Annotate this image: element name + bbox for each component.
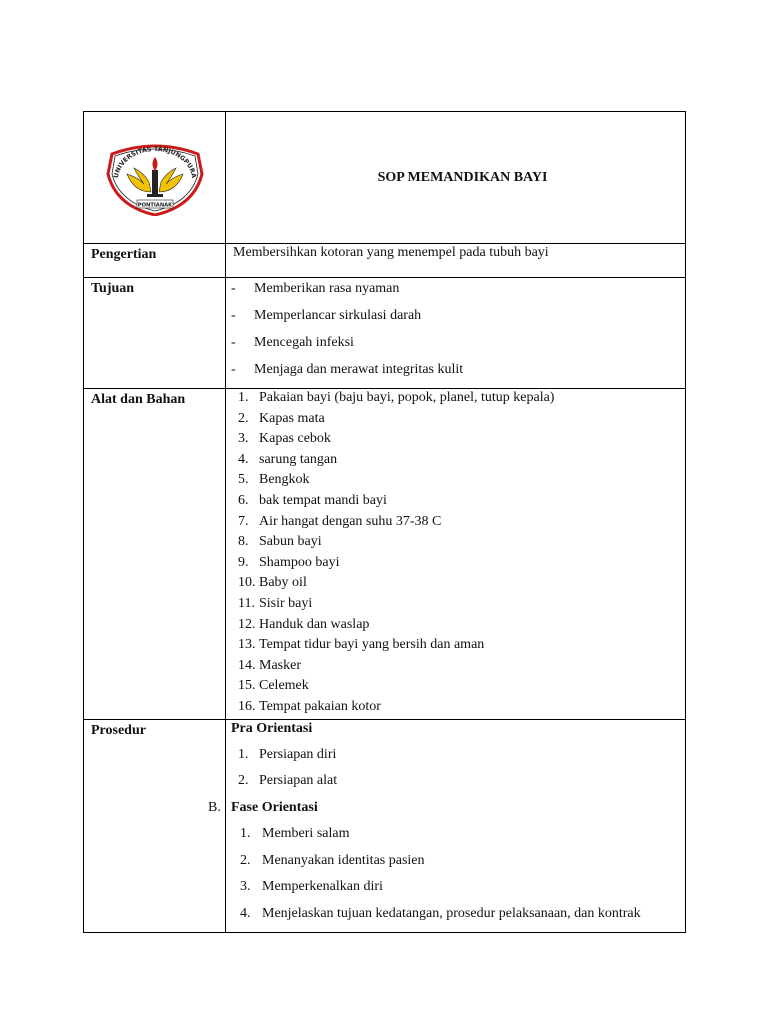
logo-top-text: UNIVERSITAS TANJUNGPURA [112, 145, 197, 179]
document-title: SOP MEMANDIKAN BAYI [226, 112, 686, 244]
list-item [238, 492, 685, 513]
tujuan-row [84, 278, 686, 389]
list-text: Memberikan rasa nyaman [254, 281, 400, 296]
list-number: 12. [238, 616, 256, 632]
list-item [238, 554, 685, 575]
list-number: 9. [238, 554, 249, 570]
list-number: 4. [238, 451, 249, 467]
list-text: Handuk dan waslap [259, 616, 370, 632]
list-item [226, 334, 685, 361]
list-text: Memperlancar sirkulasi darah [254, 308, 422, 323]
list-text: Tempat pakaian kotor [259, 698, 381, 714]
list-item [226, 825, 685, 852]
list-number: 16. [238, 698, 256, 714]
list-text: Persiapan alat [259, 773, 338, 789]
list-text: Pakaian bayi (baju bayi, popok, planel, tutup kepala) [259, 390, 555, 405]
list-text: Air hangat dengan suhu 37-38 C [259, 513, 442, 529]
list-text: Sisir bayi [259, 595, 313, 611]
list-item [226, 307, 685, 334]
list-number: 1. [238, 746, 249, 762]
list-text: Bengkok [259, 472, 310, 488]
sop-table [83, 111, 686, 933]
list-text: Baby oil [259, 575, 307, 591]
list-item [238, 430, 685, 451]
tujuan-list [226, 278, 686, 389]
prosedur-label: Prosedur [84, 719, 226, 932]
alat-label: Alat dan Bahan [84, 389, 226, 720]
section-heading: Pra Orientasi [231, 720, 313, 736]
list-text: sarung tangan [259, 451, 338, 467]
list-number: 13. [238, 637, 256, 653]
list-item [226, 361, 685, 388]
list-item [238, 657, 685, 678]
list-item [226, 280, 685, 307]
list-item [238, 636, 685, 657]
logo-bottom-text: PONTIANAK [137, 201, 172, 208]
list-item [238, 677, 685, 698]
list-text: Menjelaskan tujuan kedatangan, prosedur pelaksanaan, dan kontrak [262, 905, 641, 921]
list-item [238, 595, 685, 616]
section-heading: Fase Orientasi [231, 799, 318, 815]
list-text: Kapas cebok [259, 431, 331, 447]
list-text: Mencegah infeksi [254, 335, 354, 350]
list-item [238, 451, 685, 472]
list-number: 4. [240, 905, 251, 921]
list-text: Memberi salam [262, 825, 350, 841]
list-item [238, 513, 685, 534]
list-number: 1. [238, 390, 249, 405]
list-item [226, 772, 685, 799]
list-number: 11. [238, 595, 255, 611]
alat-list [226, 389, 686, 720]
list-number: 14. [238, 657, 256, 673]
list-item [226, 746, 685, 773]
university-logo-icon [104, 140, 206, 216]
list-number: 7. [238, 513, 249, 529]
list-marker: - [231, 335, 236, 350]
list-text: Menjaga dan merawat integritas kulit [254, 362, 464, 377]
header-row [84, 112, 686, 244]
list-number: 8. [238, 534, 249, 550]
list-text: bak tempat mandi bayi [259, 492, 387, 508]
list-item [238, 574, 685, 595]
list-number: 15. [238, 678, 256, 694]
prosedur-row [84, 719, 686, 932]
list-text: Shampoo bayi [259, 554, 340, 570]
section-heading-row [208, 799, 685, 825]
pengertian-label: Pengertian [84, 244, 226, 278]
pengertian-text: Membersihkan kotoran yang menempel pada tubuh bayi [226, 244, 686, 278]
logo-cell [84, 112, 226, 244]
list-number: 10. [238, 575, 256, 591]
list-number: 2. [238, 410, 249, 426]
list-text: Tempat tidur bayi yang bersih dan aman [259, 637, 485, 653]
prosedur-content [208, 719, 686, 932]
list-text: Sabun bayi [259, 534, 322, 550]
alat-row [84, 389, 686, 720]
list-marker: - [231, 281, 236, 296]
list-text: Persiapan diri [259, 746, 337, 762]
list-text: Kapas mata [259, 410, 325, 426]
list-number: 1. [240, 825, 251, 841]
list-text: Celemek [259, 678, 309, 694]
list-number: 6. [238, 492, 249, 508]
list-number: 5. [238, 472, 249, 488]
list-marker: - [231, 308, 236, 323]
list-number: 3. [240, 879, 251, 895]
list-number: 3. [238, 431, 249, 447]
list-item [226, 852, 685, 879]
list-item [238, 410, 685, 431]
list-item [238, 533, 685, 554]
tujuan-label: Tujuan [84, 278, 226, 389]
list-item [238, 389, 685, 410]
list-item [238, 698, 685, 719]
list-item [238, 616, 685, 637]
section-marker: B. [208, 799, 221, 815]
list-text: Menanyakan identitas pasien [262, 852, 425, 868]
list-number: 2. [238, 773, 249, 789]
list-item [226, 878, 685, 905]
list-text: Masker [259, 657, 301, 673]
list-marker: - [231, 362, 236, 377]
pengertian-row [84, 244, 686, 278]
list-item [238, 471, 685, 492]
list-number: 2. [240, 852, 251, 868]
list-item [226, 905, 685, 932]
list-text: Memperkenalkan diri [262, 879, 383, 895]
